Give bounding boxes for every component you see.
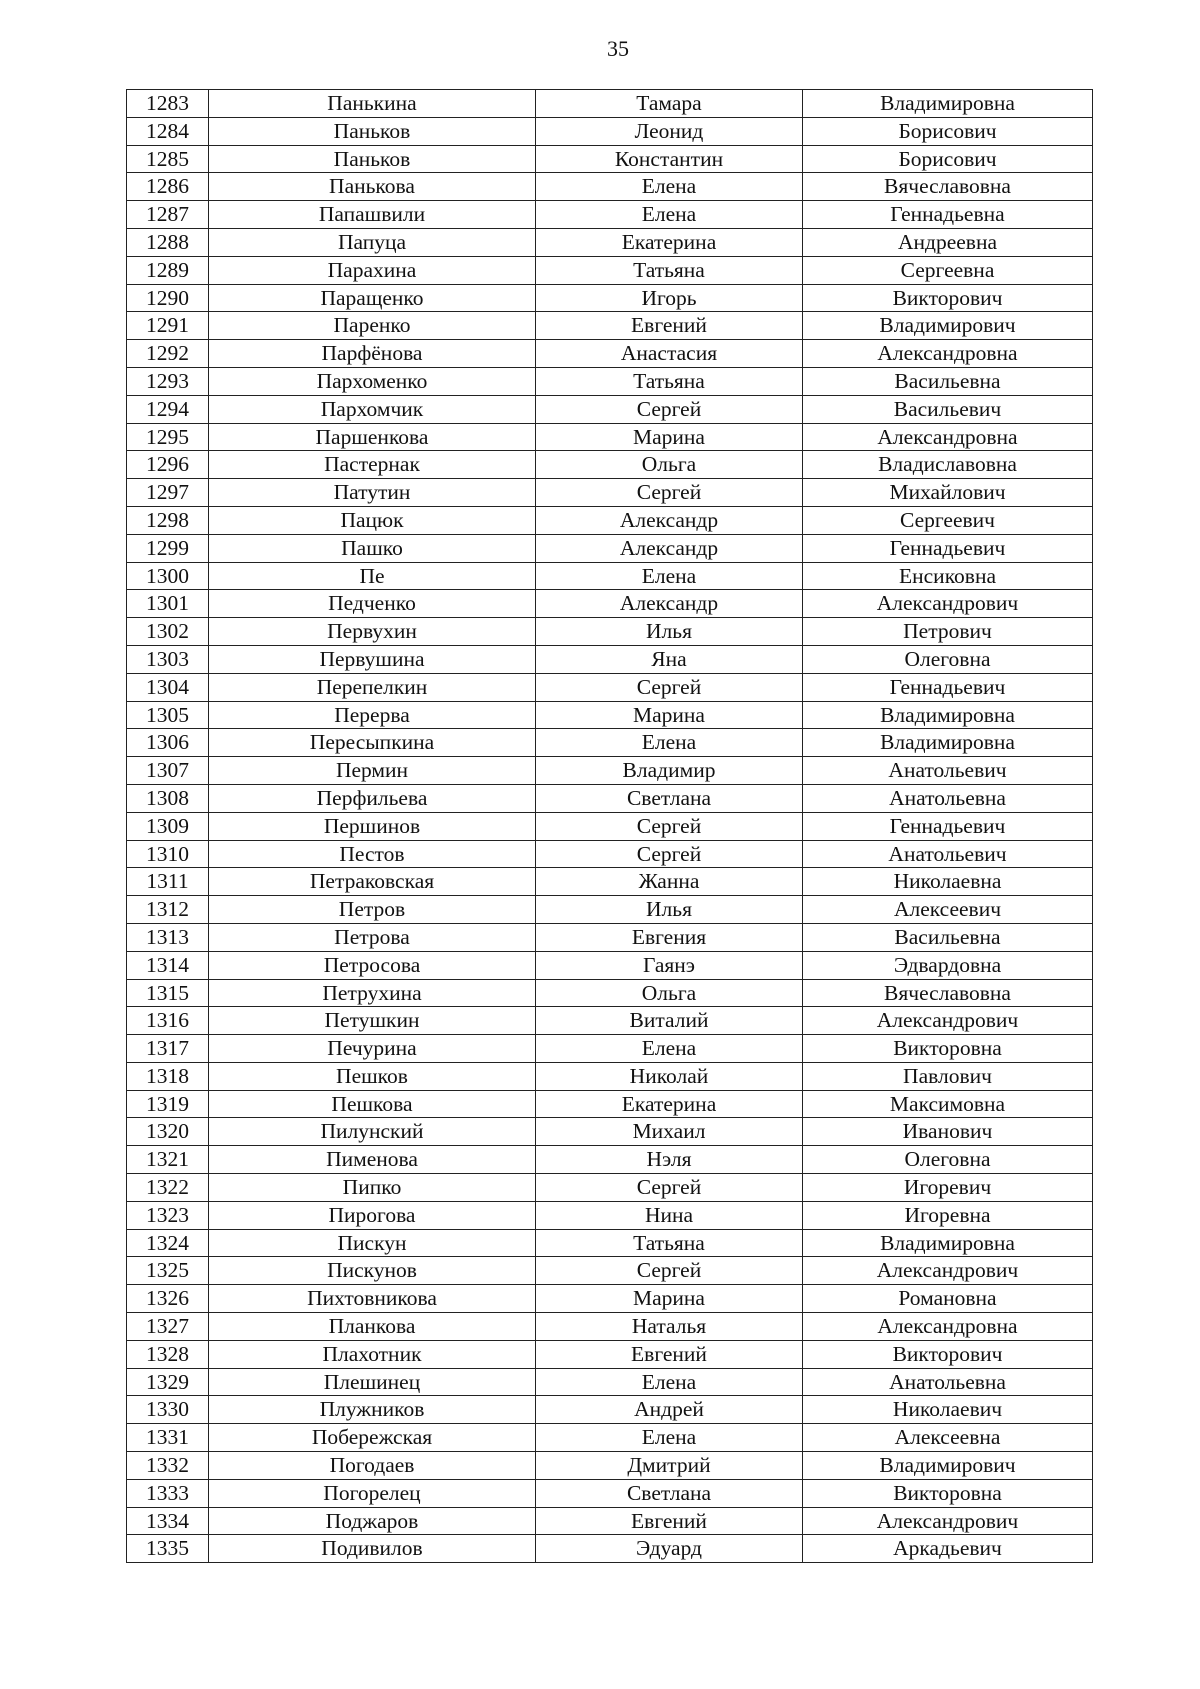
table-row (127, 645, 1093, 673)
patronymic-cell: Алексеевна (803, 1424, 1093, 1452)
last-name-cell: Пихтовникова (209, 1285, 536, 1313)
table-row (127, 923, 1093, 951)
last-name-cell: Петров (209, 896, 536, 924)
table-row (127, 1174, 1093, 1202)
last-name-cell: Пересыпкина (209, 729, 536, 757)
row-number-cell: 1315 (127, 979, 209, 1007)
table-row (127, 784, 1093, 812)
table-row (127, 757, 1093, 785)
table-row (127, 117, 1093, 145)
table-row (127, 951, 1093, 979)
table-row (127, 562, 1093, 590)
last-name-cell: Печурина (209, 1035, 536, 1063)
row-number-cell: 1289 (127, 256, 209, 284)
first-name-cell: Леонид (536, 117, 803, 145)
name-list-body (127, 90, 1093, 1563)
row-number-cell: 1313 (127, 923, 209, 951)
row-number-cell: 1328 (127, 1340, 209, 1368)
last-name-cell: Пашко (209, 534, 536, 562)
patronymic-cell: Александровна (803, 340, 1093, 368)
last-name-cell: Плахотник (209, 1340, 536, 1368)
table-row (127, 479, 1093, 507)
last-name-cell: Пацюк (209, 506, 536, 534)
table-row (127, 90, 1093, 118)
last-name-cell: Первушина (209, 645, 536, 673)
first-name-cell: Ольга (536, 451, 803, 479)
first-name-cell: Евгений (536, 312, 803, 340)
row-number-cell: 1295 (127, 423, 209, 451)
patronymic-cell: Александрович (803, 590, 1093, 618)
patronymic-cell: Владимировна (803, 1229, 1093, 1257)
row-number-cell: 1331 (127, 1424, 209, 1452)
last-name-cell: Перерва (209, 701, 536, 729)
patronymic-cell: Романовна (803, 1285, 1093, 1313)
table-row (127, 423, 1093, 451)
last-name-cell: Плужников (209, 1396, 536, 1424)
patronymic-cell: Геннадьевич (803, 534, 1093, 562)
first-name-cell: Владимир (536, 757, 803, 785)
first-name-cell: Константин (536, 145, 803, 173)
table-row (127, 979, 1093, 1007)
last-name-cell: Папуца (209, 228, 536, 256)
table-row (127, 1090, 1093, 1118)
row-number-cell: 1316 (127, 1007, 209, 1035)
patronymic-cell: Владимировна (803, 701, 1093, 729)
last-name-cell: Пастернак (209, 451, 536, 479)
row-number-cell: 1310 (127, 840, 209, 868)
first-name-cell: Евгений (536, 1507, 803, 1535)
patronymic-cell: Александрович (803, 1007, 1093, 1035)
last-name-cell: Пипко (209, 1174, 536, 1202)
last-name-cell: Папашвили (209, 201, 536, 229)
first-name-cell: Игорь (536, 284, 803, 312)
patronymic-cell: Владимирович (803, 1452, 1093, 1480)
table-row (127, 1507, 1093, 1535)
patronymic-cell: Васильевна (803, 923, 1093, 951)
row-number-cell: 1303 (127, 645, 209, 673)
row-number-cell: 1317 (127, 1035, 209, 1063)
table-row (127, 284, 1093, 312)
patronymic-cell: Борисович (803, 145, 1093, 173)
first-name-cell: Светлана (536, 1479, 803, 1507)
last-name-cell: Петраковская (209, 868, 536, 896)
row-number-cell: 1305 (127, 701, 209, 729)
patronymic-cell: Аркадьевич (803, 1535, 1093, 1563)
patronymic-cell: Вячеславовна (803, 979, 1093, 1007)
table-row (127, 1285, 1093, 1313)
row-number-cell: 1306 (127, 729, 209, 757)
first-name-cell: Елена (536, 1368, 803, 1396)
row-number-cell: 1287 (127, 201, 209, 229)
first-name-cell: Евгений (536, 1340, 803, 1368)
row-number-cell: 1308 (127, 784, 209, 812)
first-name-cell: Екатерина (536, 1090, 803, 1118)
last-name-cell: Поджаров (209, 1507, 536, 1535)
row-number-cell: 1304 (127, 673, 209, 701)
patronymic-cell: Васильевич (803, 395, 1093, 423)
row-number-cell: 1330 (127, 1396, 209, 1424)
first-name-cell: Марина (536, 423, 803, 451)
first-name-cell: Александр (536, 506, 803, 534)
first-name-cell: Илья (536, 896, 803, 924)
row-number-cell: 1283 (127, 90, 209, 118)
first-name-cell: Сергей (536, 840, 803, 868)
first-name-cell: Татьяна (536, 256, 803, 284)
row-number-cell: 1292 (127, 340, 209, 368)
first-name-cell: Яна (536, 645, 803, 673)
table-row (127, 367, 1093, 395)
first-name-cell: Ольга (536, 979, 803, 1007)
table-row (127, 201, 1093, 229)
patronymic-cell: Анатольевна (803, 1368, 1093, 1396)
patronymic-cell: Александрович (803, 1507, 1093, 1535)
table-row (127, 1035, 1093, 1063)
last-name-cell: Парфёнова (209, 340, 536, 368)
row-number-cell: 1300 (127, 562, 209, 590)
table-row (127, 1368, 1093, 1396)
row-number-cell: 1324 (127, 1229, 209, 1257)
table-row (127, 1535, 1093, 1563)
last-name-cell: Панькина (209, 90, 536, 118)
row-number-cell: 1285 (127, 145, 209, 173)
first-name-cell: Елена (536, 201, 803, 229)
patronymic-cell: Викторович (803, 284, 1093, 312)
patronymic-cell: Анатольевна (803, 784, 1093, 812)
row-number-cell: 1322 (127, 1174, 209, 1202)
table-row (127, 1118, 1093, 1146)
row-number-cell: 1329 (127, 1368, 209, 1396)
table-row (127, 534, 1093, 562)
last-name-cell: Пархоменко (209, 367, 536, 395)
row-number-cell: 1294 (127, 395, 209, 423)
last-name-cell: Пирогова (209, 1201, 536, 1229)
first-name-cell: Виталий (536, 1007, 803, 1035)
patronymic-cell: Игоревич (803, 1174, 1093, 1202)
table-row (127, 840, 1093, 868)
last-name-cell: Пешкова (209, 1090, 536, 1118)
first-name-cell: Татьяна (536, 367, 803, 395)
row-number-cell: 1326 (127, 1285, 209, 1313)
patronymic-cell: Геннадьевич (803, 812, 1093, 840)
patronymic-cell: Сергеевич (803, 506, 1093, 534)
table-row (127, 1007, 1093, 1035)
row-number-cell: 1319 (127, 1090, 209, 1118)
first-name-cell: Михаил (536, 1118, 803, 1146)
first-name-cell: Наталья (536, 1313, 803, 1341)
first-name-cell: Анастасия (536, 340, 803, 368)
last-name-cell: Пешков (209, 1062, 536, 1090)
first-name-cell: Александр (536, 534, 803, 562)
last-name-cell: Погодаев (209, 1452, 536, 1480)
patronymic-cell: Владиславовна (803, 451, 1093, 479)
table-row (127, 451, 1093, 479)
last-name-cell: Паршенкова (209, 423, 536, 451)
first-name-cell: Елена (536, 1035, 803, 1063)
table-row (127, 1229, 1093, 1257)
patronymic-cell: Геннадьевич (803, 673, 1093, 701)
table-row (127, 256, 1093, 284)
first-name-cell: Марина (536, 1285, 803, 1313)
last-name-cell: Пискун (209, 1229, 536, 1257)
last-name-cell: Першинов (209, 812, 536, 840)
patronymic-cell: Александрович (803, 1257, 1093, 1285)
first-name-cell: Илья (536, 618, 803, 646)
last-name-cell: Погорелец (209, 1479, 536, 1507)
row-number-cell: 1298 (127, 506, 209, 534)
patronymic-cell: Алексеевич (803, 896, 1093, 924)
table-row (127, 145, 1093, 173)
last-name-cell: Паньков (209, 117, 536, 145)
patronymic-cell: Андреевна (803, 228, 1093, 256)
first-name-cell: Сергей (536, 395, 803, 423)
patronymic-cell: Олеговна (803, 1146, 1093, 1174)
table-row (127, 395, 1093, 423)
patronymic-cell: Викторович (803, 1340, 1093, 1368)
row-number-cell: 1333 (127, 1479, 209, 1507)
last-name-cell: Педченко (209, 590, 536, 618)
patronymic-cell: Владимирович (803, 312, 1093, 340)
table-row (127, 228, 1093, 256)
first-name-cell: Нина (536, 1201, 803, 1229)
first-name-cell: Сергей (536, 479, 803, 507)
row-number-cell: 1314 (127, 951, 209, 979)
row-number-cell: 1323 (127, 1201, 209, 1229)
table-row (127, 729, 1093, 757)
patronymic-cell: Игоревна (803, 1201, 1093, 1229)
first-name-cell: Елена (536, 729, 803, 757)
last-name-cell: Петрова (209, 923, 536, 951)
last-name-cell: Перфильева (209, 784, 536, 812)
patronymic-cell: Анатольевич (803, 840, 1093, 868)
patronymic-cell: Владимировна (803, 90, 1093, 118)
patronymic-cell: Вячеславовна (803, 173, 1093, 201)
row-number-cell: 1320 (127, 1118, 209, 1146)
last-name-cell: Пименова (209, 1146, 536, 1174)
table-row (127, 506, 1093, 534)
patronymic-cell: Александровна (803, 423, 1093, 451)
last-name-cell: Планкова (209, 1313, 536, 1341)
patronymic-cell: Анатольевич (803, 757, 1093, 785)
patronymic-cell: Николаевич (803, 1396, 1093, 1424)
table-row (127, 1479, 1093, 1507)
table-row (127, 1340, 1093, 1368)
last-name-cell: Панькова (209, 173, 536, 201)
first-name-cell: Тамара (536, 90, 803, 118)
patronymic-cell: Петрович (803, 618, 1093, 646)
patronymic-cell: Васильевна (803, 367, 1093, 395)
row-number-cell: 1307 (127, 757, 209, 785)
row-number-cell: 1311 (127, 868, 209, 896)
patronymic-cell: Михайлович (803, 479, 1093, 507)
last-name-cell: Пилунский (209, 1118, 536, 1146)
last-name-cell: Паращенко (209, 284, 536, 312)
last-name-cell: Патутин (209, 479, 536, 507)
row-number-cell: 1296 (127, 451, 209, 479)
row-number-cell: 1332 (127, 1452, 209, 1480)
last-name-cell: Побережская (209, 1424, 536, 1452)
first-name-cell: Нэля (536, 1146, 803, 1174)
table-row (127, 1396, 1093, 1424)
patronymic-cell: Максимовна (803, 1090, 1093, 1118)
row-number-cell: 1309 (127, 812, 209, 840)
first-name-cell: Елена (536, 562, 803, 590)
last-name-cell: Плешинец (209, 1368, 536, 1396)
patronymic-cell: Геннадьевна (803, 201, 1093, 229)
patronymic-cell: Владимировна (803, 729, 1093, 757)
table-row (127, 590, 1093, 618)
row-number-cell: 1288 (127, 228, 209, 256)
row-number-cell: 1302 (127, 618, 209, 646)
first-name-cell: Елена (536, 1424, 803, 1452)
first-name-cell: Сергей (536, 812, 803, 840)
table-row (127, 673, 1093, 701)
first-name-cell: Николай (536, 1062, 803, 1090)
first-name-cell: Евгения (536, 923, 803, 951)
row-number-cell: 1293 (127, 367, 209, 395)
row-number-cell: 1318 (127, 1062, 209, 1090)
first-name-cell: Жанна (536, 868, 803, 896)
row-number-cell: 1325 (127, 1257, 209, 1285)
last-name-cell: Паренко (209, 312, 536, 340)
patronymic-cell: Викторовна (803, 1035, 1093, 1063)
patronymic-cell: Викторовна (803, 1479, 1093, 1507)
first-name-cell: Александр (536, 590, 803, 618)
row-number-cell: 1312 (127, 896, 209, 924)
last-name-cell: Перепелкин (209, 673, 536, 701)
patronymic-cell: Сергеевна (803, 256, 1093, 284)
last-name-cell: Подивилов (209, 1535, 536, 1563)
table-row (127, 1146, 1093, 1174)
patronymic-cell: Енсиковна (803, 562, 1093, 590)
first-name-cell: Сергей (536, 673, 803, 701)
last-name-cell: Первухин (209, 618, 536, 646)
first-name-cell: Сергей (536, 1257, 803, 1285)
last-name-cell: Пестов (209, 840, 536, 868)
table-row (127, 1452, 1093, 1480)
table-row (127, 173, 1093, 201)
row-number-cell: 1321 (127, 1146, 209, 1174)
patronymic-cell: Павлович (803, 1062, 1093, 1090)
first-name-cell: Дмитрий (536, 1452, 803, 1480)
first-name-cell: Светлана (536, 784, 803, 812)
table-row (127, 1257, 1093, 1285)
name-list-table (126, 89, 1093, 1563)
last-name-cell: Пискунов (209, 1257, 536, 1285)
table-row (127, 618, 1093, 646)
last-name-cell: Пе (209, 562, 536, 590)
table-row (127, 896, 1093, 924)
table-row (127, 868, 1093, 896)
row-number-cell: 1286 (127, 173, 209, 201)
patronymic-cell: Олеговна (803, 645, 1093, 673)
row-number-cell: 1297 (127, 479, 209, 507)
table-row (127, 340, 1093, 368)
row-number-cell: 1335 (127, 1535, 209, 1563)
first-name-cell: Татьяна (536, 1229, 803, 1257)
patronymic-cell: Александровна (803, 1313, 1093, 1341)
patronymic-cell: Иванович (803, 1118, 1093, 1146)
table-row (127, 812, 1093, 840)
table-row (127, 701, 1093, 729)
row-number-cell: 1299 (127, 534, 209, 562)
table-row (127, 1424, 1093, 1452)
patronymic-cell: Николаевна (803, 868, 1093, 896)
page-number: 35 (607, 36, 629, 61)
table-row (127, 1201, 1093, 1229)
last-name-cell: Петушкин (209, 1007, 536, 1035)
first-name-cell: Елена (536, 173, 803, 201)
last-name-cell: Парахина (209, 256, 536, 284)
first-name-cell: Марина (536, 701, 803, 729)
table-row (127, 312, 1093, 340)
last-name-cell: Петросова (209, 951, 536, 979)
first-name-cell: Сергей (536, 1174, 803, 1202)
last-name-cell: Паньков (209, 145, 536, 173)
row-number-cell: 1284 (127, 117, 209, 145)
row-number-cell: 1291 (127, 312, 209, 340)
row-number-cell: 1334 (127, 1507, 209, 1535)
first-name-cell: Екатерина (536, 228, 803, 256)
first-name-cell: Эдуард (536, 1535, 803, 1563)
first-name-cell: Гаянэ (536, 951, 803, 979)
patronymic-cell: Борисович (803, 117, 1093, 145)
patronymic-cell: Эдвардовна (803, 951, 1093, 979)
last-name-cell: Петрухина (209, 979, 536, 1007)
table-row (127, 1062, 1093, 1090)
row-number-cell: 1301 (127, 590, 209, 618)
row-number-cell: 1327 (127, 1313, 209, 1341)
first-name-cell: Андрей (536, 1396, 803, 1424)
table-row (127, 1313, 1093, 1341)
last-name-cell: Пархомчик (209, 395, 536, 423)
last-name-cell: Пермин (209, 757, 536, 785)
row-number-cell: 1290 (127, 284, 209, 312)
